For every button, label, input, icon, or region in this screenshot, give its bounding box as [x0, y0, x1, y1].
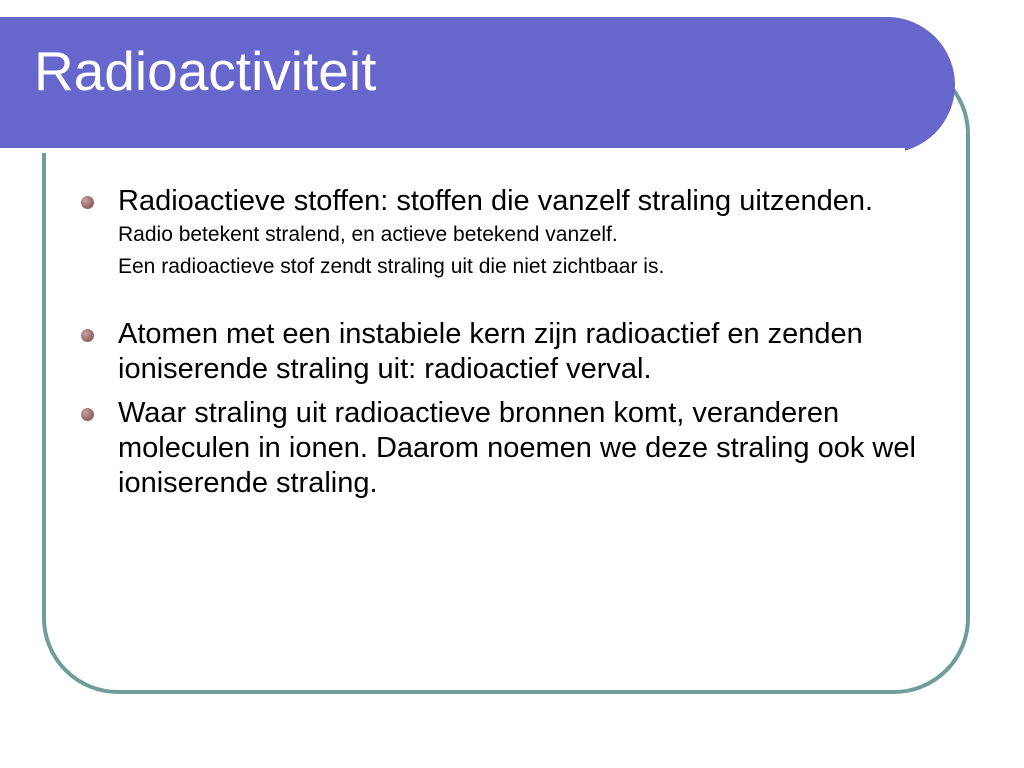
bullet-item	[80, 184, 930, 283]
round-bullet-icon	[81, 329, 94, 342]
title-underline-rule	[0, 148, 905, 153]
bullet-item	[80, 396, 930, 501]
bullet-text: Waar straling uit radioactieve bronnen komt, veranderen moleculen in ionen. Daarom noemen we deze straling ook wel ioniserende straling.	[118, 397, 916, 499]
round-bullet-icon	[81, 196, 94, 209]
bullet-text: Atomen met een instabiele kern zijn radioactief en zenden ioniserende straling uit: radioactief verval.	[118, 318, 863, 385]
bullet-text: Radioactieve stoffen: stoffen die vanzelf straling uitzenden.	[118, 185, 874, 217]
round-bullet-icon	[81, 408, 94, 421]
slide-title: Radioactiviteit	[34, 40, 377, 102]
bullet-list	[80, 184, 930, 501]
bullet-subline: Radio betekent stralend, en actieve betekend vanzelf.	[118, 223, 618, 246]
bullet-item	[80, 317, 930, 387]
bullet-subline: Een radioactieve stof zendt straling uit die niet zichtbaar is.	[118, 255, 665, 278]
